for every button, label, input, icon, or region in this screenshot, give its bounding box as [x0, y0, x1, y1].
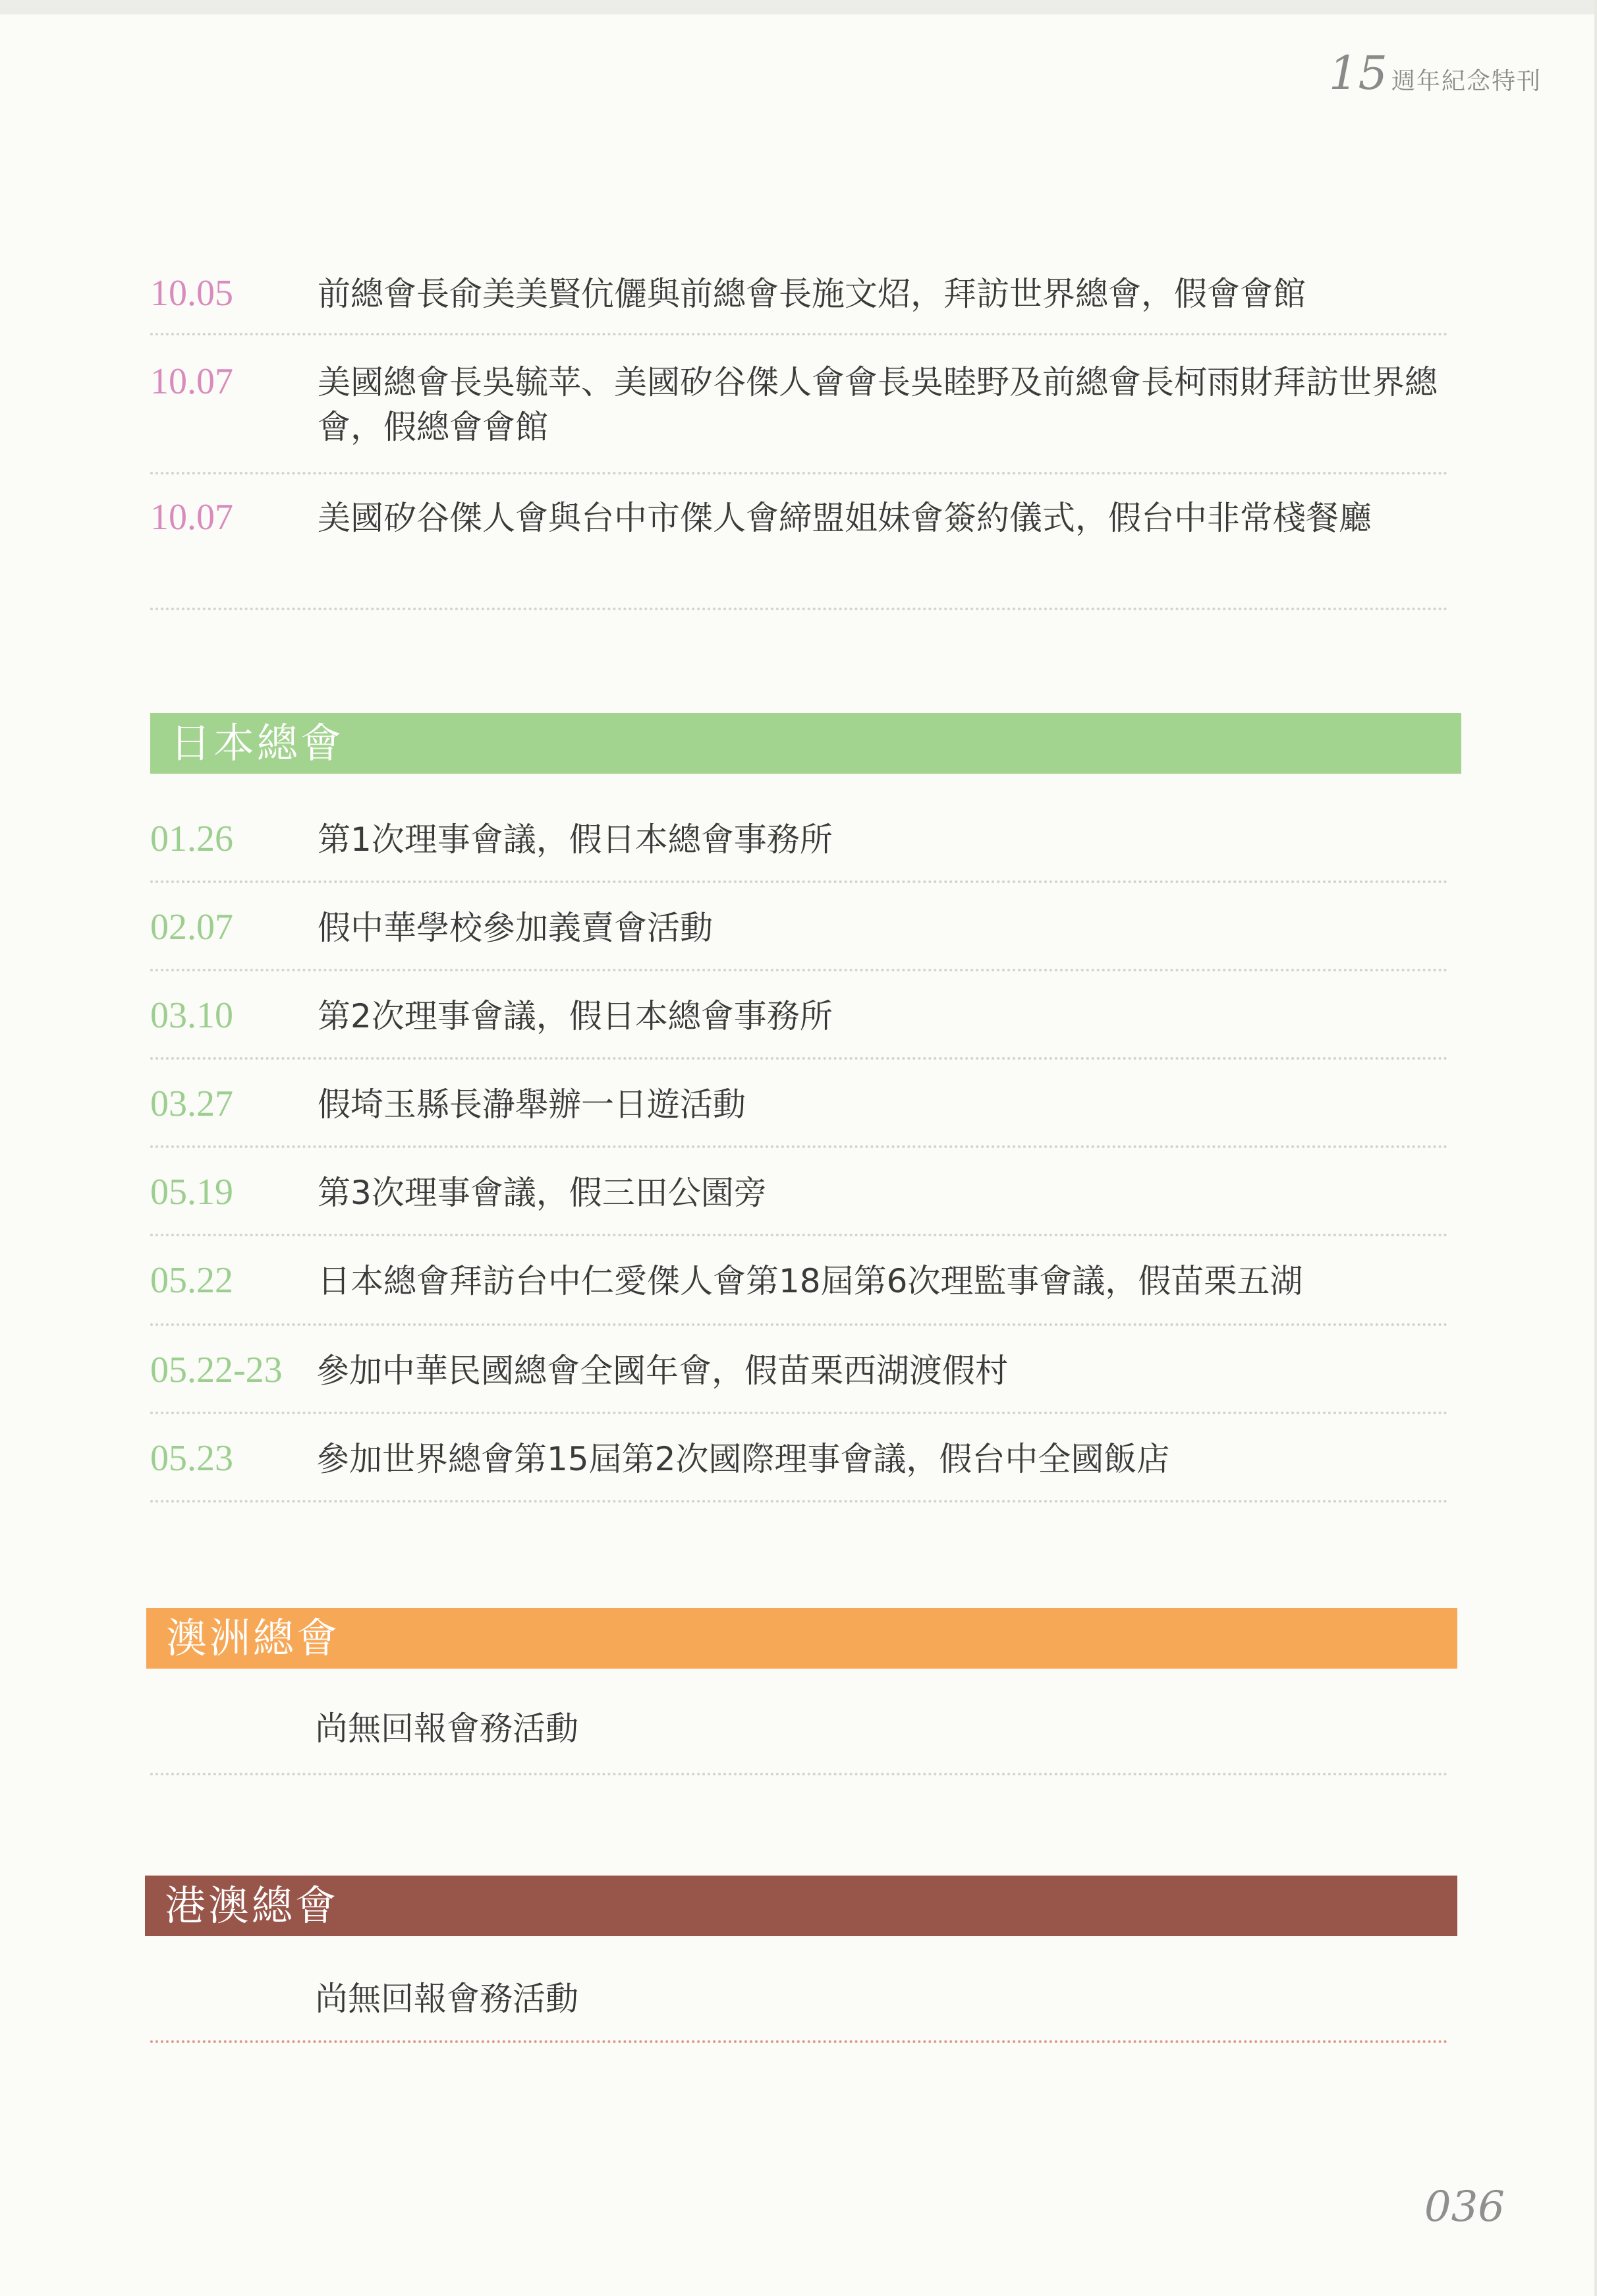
top-scan-band — [0, 0, 1597, 14]
header-title: 週年紀念特刊 — [1391, 68, 1542, 95]
divider — [150, 1412, 1448, 1414]
australia-note: 尚無回報會務活動 — [315, 1709, 578, 1748]
divider — [150, 1323, 1448, 1326]
entry-date: 05.22 — [150, 1260, 233, 1301]
section-header-australia: 澳洲總會 — [146, 1608, 1457, 1669]
divider — [150, 1234, 1448, 1236]
entry-text: 第3次理事會議，假三田公園旁 — [318, 1174, 767, 1212]
entry-date: 05.19 — [150, 1172, 233, 1213]
divider — [150, 969, 1448, 971]
hkmacau-note: 尚無回報會務活動 — [315, 1980, 578, 2018]
section-header-hkmacau: 港澳總會 — [145, 1876, 1457, 1936]
divider — [150, 2040, 1448, 2043]
divider — [150, 1500, 1448, 1503]
entry-date: 10.07 — [150, 361, 233, 402]
header-number: 15 — [1328, 46, 1387, 100]
entry-date: 10.05 — [150, 273, 233, 314]
entry-text: 參加世界總會第15屆第2次國際理事會議，假台中全國飯店 — [316, 1440, 1170, 1478]
section-header-japan: 日本總會 — [150, 713, 1461, 774]
header-mark — [1329, 46, 1542, 99]
entry-text: 日本總會拜訪台中仁愛傑人會第18屆第6次理監事會議，假苗栗五湖 — [318, 1262, 1303, 1300]
entry-date: 03.10 — [150, 995, 233, 1036]
divider — [150, 1145, 1448, 1148]
page-edge — [1594, 0, 1597, 2296]
entry-text: 第1次理事會議，假日本總會事務所 — [318, 820, 833, 859]
divider — [150, 1057, 1448, 1060]
divider — [150, 472, 1448, 474]
entry-date: 02.07 — [150, 907, 233, 948]
entry-text: 參加中華民國總會全國年會，假苗栗西湖渡假村 — [316, 1352, 1008, 1390]
entry-date: 01.26 — [150, 818, 233, 859]
entry-text: 假中華學校參加義賣會活動 — [318, 909, 713, 947]
divider — [150, 333, 1448, 335]
divider — [150, 1773, 1448, 1775]
entry-text: 前總會長俞美美賢伉儷與前總會長施文炤，拜訪世界總會，假會會館 — [318, 275, 1306, 313]
entry-date: 10.07 — [150, 497, 233, 538]
entry-date: 03.27 — [150, 1083, 233, 1124]
entry-date: 05.22-23 — [150, 1350, 283, 1391]
entry-text: 第2次理事會議，假日本總會事務所 — [318, 997, 833, 1035]
page-number: 036 — [1424, 2183, 1505, 2231]
entry-text: 假埼玉縣長瀞舉辦一日遊活動 — [318, 1085, 746, 1124]
divider — [150, 608, 1448, 610]
divider — [150, 880, 1448, 883]
entry-date: 05.23 — [150, 1438, 233, 1479]
entry-text: 美國總會長吳毓苹、美國矽谷傑人會會長吳睦野及前總會長柯雨財拜訪世界總會，假總會會館 — [318, 363, 1438, 446]
entry-text: 美國矽谷傑人會與台中市傑人會締盟姐妹會簽約儀式，假台中非常棧餐廳 — [318, 499, 1372, 537]
